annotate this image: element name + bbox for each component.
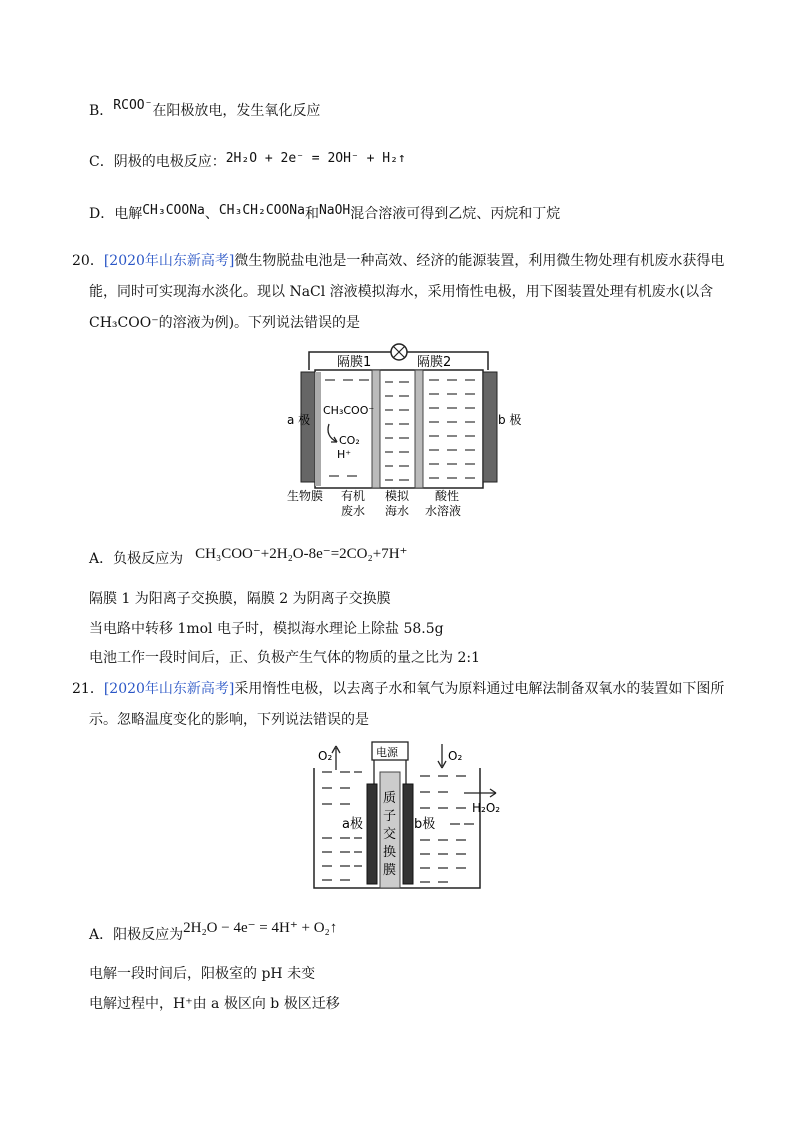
q20-option-c: 当电路中转移 1mol 电子时，模拟海水理论上除盐 58.5g (89, 621, 444, 637)
label-electrode-a: a极 (342, 817, 363, 832)
label-membrane-char: 质 (383, 791, 397, 806)
label-membrane-1: 隔膜1 (337, 355, 372, 370)
label-o2-right: O₂ (448, 749, 463, 763)
formula: RCOO⁻ (113, 98, 153, 113)
question-number: 20． (72, 253, 104, 269)
formula: CH₃COO⁻+2H₂O-8e⁻=2CO₂+7H⁺ (195, 546, 408, 562)
q20-stem-line3: CH₃COO⁻的溶液为例)。下列说法错误的是 (89, 315, 361, 331)
label-biofilm: 生物膜 (287, 489, 324, 503)
option-label: B． (89, 103, 114, 119)
label-electrode-b: b极 (414, 817, 436, 832)
stem-text: 微生物脱盐电池是一种高效、经济的能源装置，利用微生物处理有机废水获得电 (234, 253, 725, 269)
q20-option-a (89, 546, 408, 569)
biofilm (315, 372, 321, 486)
label-acidic: 酸性 (435, 489, 460, 503)
formula: 2H₂O − 4e⁻ = 4H⁺ + O₂↑ (183, 920, 338, 936)
option-label: A． (89, 551, 114, 567)
label-membrane-2: 隔膜2 (417, 355, 452, 370)
label-wastewater: 废水 (341, 504, 366, 518)
q21-option-b: 电解一段时间后，阳极室的 pH 未变 (89, 966, 316, 982)
q20-figure (285, 340, 525, 520)
label-h-plus: H⁺ (337, 448, 352, 461)
q21-option-c: 电解过程中，H⁺由 a 极区向 b 极区迁移 (89, 996, 340, 1012)
label-membrane-char: 膜 (383, 863, 397, 878)
label-electrode-b: b 极 (498, 413, 522, 427)
q20-option-b: 隔膜 1 为阳离子交换膜，隔膜 2 为阴离子交换膜 (89, 591, 391, 607)
label-membrane-char: 换 (383, 845, 397, 860)
label-h2o2: H₂O₂ (472, 801, 501, 815)
formula: 2H₂O + 2e⁻ = 2OH⁻ + H₂↑ (225, 151, 406, 166)
q21-stem-line2: 示。忽略温度变化的影响，下列说法错误的是 (89, 712, 369, 728)
electrode-b (403, 784, 413, 884)
option-text: 混合溶液可得到乙烷、丙烷和丁烷 (350, 206, 561, 222)
label-power: 电源 (376, 746, 398, 759)
q21-option-a (89, 920, 338, 945)
q21-figure (310, 738, 510, 894)
question-number: 21． (72, 681, 104, 697)
source-link[interactable]: [2020年山东新高考] (103, 681, 235, 697)
electrode-b (483, 372, 497, 482)
option-text: 负极反应为 (113, 551, 184, 567)
electrode-a (301, 372, 315, 482)
option-text: 电解 (114, 206, 143, 222)
q19-option-c (89, 152, 406, 173)
label-acetate: CH₃COO⁻ (323, 404, 375, 417)
source-link[interactable]: [2020年山东新高考] (103, 253, 235, 269)
option-text: 阳极反应为 (113, 927, 184, 943)
option-label: C． (89, 154, 114, 170)
q20-stem-line2: 能，同时可实现海水淡化。现以 NaCl 溶液模拟海水，采用惰性电极，用下图装置处理有机废水(以含 (89, 284, 714, 300)
label-aqueous: 水溶液 (425, 504, 462, 518)
label-seawater: 海水 (385, 504, 410, 518)
option-label: A． (89, 927, 114, 943)
option-text: 阴极的电极反应： (113, 154, 226, 170)
stem-text: 采用惰性电极，以去离子水和氧气为原料通过电解法制备双氧水的装置如下图所 (234, 681, 725, 697)
label-simulated: 模拟 (385, 489, 410, 503)
label-membrane-char: 子 (383, 809, 397, 824)
q19-option-b (89, 98, 321, 122)
label-electrode-a: a 极 (287, 413, 311, 427)
label-o2-left: O₂ (318, 749, 333, 763)
membrane-2 (415, 370, 423, 488)
formula: CH₃CH₂COONa (218, 203, 305, 218)
option-text: 、 (204, 206, 219, 222)
label-co2: CO₂ (339, 434, 360, 447)
label-membrane-char: 交 (383, 827, 397, 842)
electrode-a (367, 784, 377, 884)
label-organic: 有机 (341, 489, 366, 503)
q20-stem-line1 (72, 251, 724, 271)
q21-stem-line1 (72, 679, 724, 699)
q20-option-d: 电池工作一段时间后，正、负极产生气体的物质的量之比为 2:1 (89, 650, 480, 666)
formula: NaOH (318, 203, 351, 218)
option-label: D． (89, 206, 115, 222)
option-text: 在阳极放电，发生氧化反应 (152, 103, 321, 119)
membrane-1 (372, 370, 380, 488)
option-text: 和 (304, 206, 319, 222)
formula: CH₃COONa (142, 203, 205, 218)
q19-option-d (89, 204, 560, 225)
